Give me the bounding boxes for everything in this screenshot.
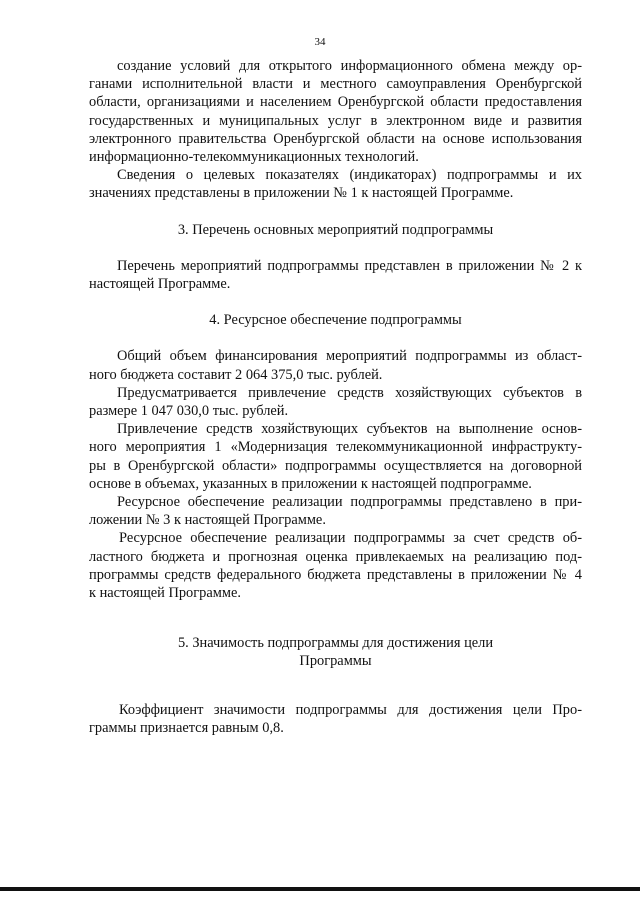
text-line: Сведения о целевых показателях (индикаторах) подпрограммы и их bbox=[117, 167, 582, 184]
paragraph-resource-appendix-3 bbox=[89, 493, 582, 529]
text-line: ры в Оренбургской области» подпрограммы осуществляется на договорной bbox=[89, 457, 582, 474]
text-line: программы средств федерального бюджета представлены в приложении № 4 bbox=[89, 566, 582, 583]
text-line: ложении № 3 к настоящей Программе. bbox=[89, 512, 326, 529]
text-line: электронного правительства Оренбургской области на основе использования bbox=[89, 130, 582, 147]
heading-line: Программы bbox=[299, 653, 372, 670]
paragraph-resource-appendix-4 bbox=[89, 529, 582, 602]
text-line: размере 1 047 030,0 тыс. рублей. bbox=[89, 403, 289, 420]
paragraph-indicators bbox=[89, 166, 582, 202]
paragraph-info-exchange bbox=[89, 57, 582, 166]
text-line: ного мероприятия 1 «Модернизация телекоммуникационной инфраструкту- bbox=[89, 439, 582, 456]
text-line: информационно-телекоммуникационных технологий. bbox=[89, 149, 419, 166]
text-line: Ресурсное обеспечение реализации подпрограммы представлено в при- bbox=[117, 494, 582, 511]
document-body bbox=[89, 57, 582, 737]
section-heading-4: 4. Ресурсное обеспечение подпрограммы bbox=[209, 312, 462, 329]
paragraph-business-funds bbox=[89, 384, 582, 420]
paragraph-funding-total bbox=[89, 347, 582, 383]
section-heading-3: 3. Перечень основных мероприятий подпрограммы bbox=[177, 221, 494, 238]
text-line: граммы признается равным 0,8. bbox=[89, 719, 284, 736]
text-line: Перечень мероприятий подпрограммы представлен в приложении № 2 к bbox=[117, 257, 582, 274]
text-line: создание условий для открытого информационного обмена между ор- bbox=[117, 58, 582, 74]
paragraph-significance bbox=[89, 701, 582, 737]
text-line: значениях представлены в приложении № 1 к настоящей Программе. bbox=[89, 185, 514, 202]
text-line: к настоящей Программе. bbox=[89, 585, 241, 602]
heading-line: 5. Значимость подпрограммы для достижения цели bbox=[177, 635, 494, 652]
text-line: ного бюджета составит 2 064 375,0 тыс. рублей. bbox=[89, 366, 383, 383]
bottom-border-line bbox=[0, 887, 640, 891]
text-line: Привлечение средств хозяйствующих субъектов на выполнение основ- bbox=[117, 421, 582, 438]
text-line: ганами исполнительной власти и местного самоуправления Оренбургской bbox=[89, 76, 582, 93]
text-line: Предусматривается привлечение средств хозяйствующих субъектов в bbox=[117, 384, 582, 401]
page-number: 34 bbox=[314, 36, 326, 48]
paragraph-business-attraction bbox=[89, 420, 582, 493]
text-line: основе в объемах, указанных в приложении к настоящей подпрограмме. bbox=[89, 475, 532, 492]
text-line: государственных и муниципальных услуг в электронном виде и развития bbox=[89, 112, 582, 129]
section-heading-5 bbox=[89, 634, 582, 670]
text-line: ластного бюджета и прогнозная оценка привлекаемых на реализацию под- bbox=[89, 548, 582, 565]
text-line: Общий объем финансирования мероприятий подпрограммы из област- bbox=[117, 348, 582, 365]
text-line: Ресурсное обеспечение реализации подпрограммы за счет средств об- bbox=[119, 530, 582, 547]
paragraph-activities bbox=[89, 257, 582, 293]
text-line: Коэффициент значимости подпрограммы для достижения цели Про- bbox=[119, 701, 582, 718]
text-line: настоящей Программе. bbox=[89, 276, 231, 293]
text-line: области, организациями и населением Оренбургской области предоставления bbox=[89, 94, 582, 111]
